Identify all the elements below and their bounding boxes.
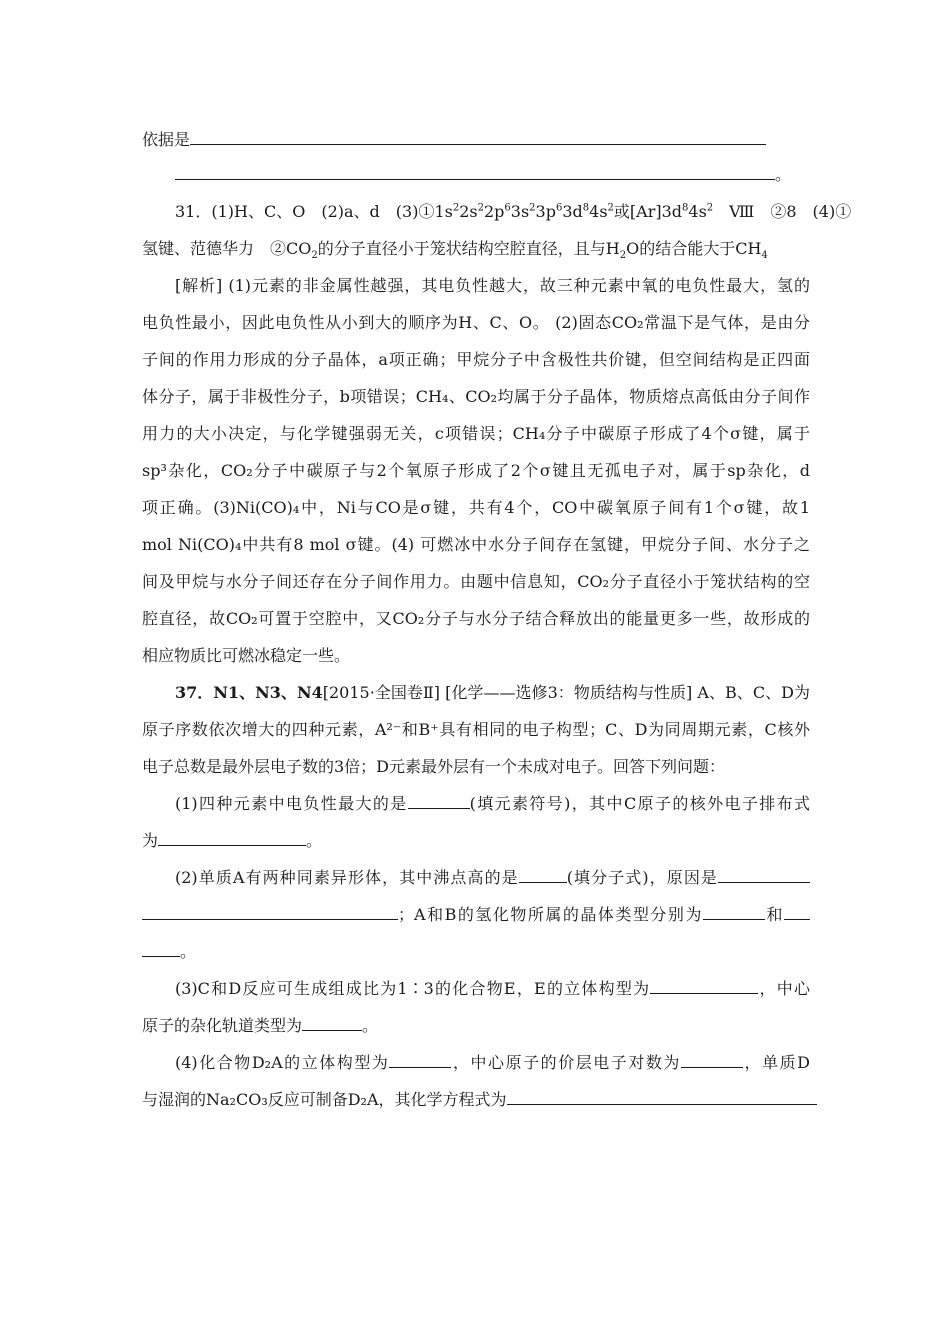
q37-stem-line: 电子总数是最外层电子数的3倍；D元素最外层有一个未成对电子。回答下列问题： xyxy=(142,757,726,776)
sup: 8 xyxy=(682,202,689,214)
analysis-line: mol Ni(CO)₄中共有8 mol σ键。(4) 可燃冰中水分子间存在氢键，甲烷分子间、水分子之 xyxy=(142,535,810,554)
text: ，中心原子的价层电子对数为 xyxy=(451,1053,681,1072)
analysis-line: 用力的大小决定，与化学键强弱无关，c项错误；CH₄分子中碳原子形成了4个σ键，属于 xyxy=(142,424,810,443)
answer-blank[interactable] xyxy=(718,868,810,883)
sup: 6 xyxy=(555,202,563,214)
text: (填元素符号)，其中C原子的核外电子排布式 xyxy=(469,794,811,813)
basis-label: 依据是 xyxy=(142,130,191,149)
sup: 2 xyxy=(452,202,460,214)
text: 3s xyxy=(510,202,530,221)
text: (填分子式)，原因是 xyxy=(566,868,718,887)
question-code: 37．N1、N3、N4 xyxy=(175,683,323,702)
q31-answer-line2 xyxy=(142,239,810,262)
q37-part2-cont xyxy=(142,905,810,925)
text: ；A和B的氢化物所属的晶体类型分别为 xyxy=(398,905,703,924)
basis-line xyxy=(142,130,810,150)
text: (2)单质A有两种同素异形体，其中沸点高的是 xyxy=(175,868,519,887)
answer-blank[interactable] xyxy=(408,794,470,809)
answer-blank[interactable] xyxy=(389,1053,451,1068)
q37-part4-cont xyxy=(142,1090,810,1110)
text: 31．(1)H、C、O (2)a、d (3)①1s xyxy=(175,202,453,221)
analysis-line: 体分子，属于非极性分子，b项错误；CH₄、CO₂均属于分子晶体，物质熔点高低由分子间作 xyxy=(142,387,810,406)
analysis-line: 子间的作用力形成的分子晶体，a项正确；甲烷分子中含极性共价键，但空间结构是正四面 xyxy=(142,350,810,369)
answer-blank[interactable] xyxy=(681,1053,743,1068)
text: (1)四种元素中电负性最大的是 xyxy=(175,794,408,813)
analysis-line: 腔直径，故CO₂可置于空腔中，又CO₂分子与水分子结合释放出的能量更多一些，故形成的 xyxy=(142,609,810,628)
basis-line-2 xyxy=(175,165,810,185)
text: 原子的杂化轨道类型为 xyxy=(142,1016,303,1035)
text: 3d xyxy=(562,202,583,221)
sup: 6 xyxy=(504,202,511,214)
text: (4)化合物D₂A的立体构型为 xyxy=(175,1053,390,1072)
sub: 2 xyxy=(311,250,318,262)
analysis-line: 项正确。(3)Ni(CO)₄中，Ni与CO是σ键，共有4个，CO中碳氧原子间有1个σ键，故1 xyxy=(142,498,810,517)
answer-blank[interactable] xyxy=(507,1090,817,1105)
answer-blank[interactable] xyxy=(302,1016,362,1031)
analysis-line: 相应物质比可燃冰稳定一些。 xyxy=(142,646,351,665)
text: O的结合能大于CH xyxy=(626,239,762,258)
answer-blank[interactable] xyxy=(190,130,766,145)
q37-heading xyxy=(175,683,810,703)
q31-answer-line1 xyxy=(175,202,852,222)
analysis-line: 电负性最小，因此电负性从小到大的顺序为H、C、O。 (2)固态CO₂常温下是气体，是由分 xyxy=(142,313,810,332)
text: ，单质D xyxy=(742,1053,810,1072)
sub: 4 xyxy=(761,250,768,262)
q37-part2-end xyxy=(142,942,810,962)
sup: 2 xyxy=(706,202,714,214)
answer-blank[interactable] xyxy=(650,979,758,994)
answer-blank[interactable] xyxy=(142,905,398,920)
text: 4s xyxy=(688,202,707,221)
text: 为 xyxy=(142,831,159,850)
text: 氢键、范德华力 ②CO xyxy=(142,239,312,258)
sup: 8 xyxy=(582,202,590,214)
text: 。 xyxy=(362,1016,379,1035)
text: 与湿润的Na₂CO₃反应可制备D₂A，其化学方程式为 xyxy=(142,1090,507,1109)
sup: 2 xyxy=(529,202,536,214)
answer-blank[interactable] xyxy=(519,868,567,883)
text: (3)C和D反应可生成组成比为1∶3的化合物E，E的立体构型为 xyxy=(175,979,651,998)
text: 和 xyxy=(764,905,784,924)
text: 的分子直径小于笼状结构空腔直径，且与H xyxy=(317,239,620,258)
answer-blank[interactable] xyxy=(175,165,775,180)
text: 4s xyxy=(589,202,608,221)
answer-blank[interactable] xyxy=(784,905,810,920)
text: 。 xyxy=(180,942,197,961)
q37-part2 xyxy=(175,868,810,888)
sub: 2 xyxy=(619,250,627,262)
q37-part1 xyxy=(175,794,810,814)
q37-part3 xyxy=(175,979,810,999)
text: 2p xyxy=(483,202,505,221)
q37-part4 xyxy=(175,1053,810,1073)
sup: 2 xyxy=(607,202,614,214)
answer-blank[interactable] xyxy=(142,942,180,957)
text: 2s xyxy=(459,202,478,221)
analysis-line: sp³杂化，CO₂分子中碳原子与2个氧原子形成了2个σ键且无孤电子对，属于sp杂化，d xyxy=(142,461,810,480)
period: 。 xyxy=(775,165,792,184)
q37-part1-cont xyxy=(142,831,810,851)
text: 3p xyxy=(535,202,556,221)
text: Ⅷ ②8 (4)① xyxy=(713,202,852,221)
text: 或[Ar]3d xyxy=(613,202,683,221)
q37-stem-line: 原子序数依次增大的四种元素，A²⁻和B⁺具有相同的电子构型；C、D为同周期元素，C核外 xyxy=(142,720,810,739)
q37-part3-cont xyxy=(142,1016,810,1036)
answer-blank[interactable] xyxy=(703,905,765,920)
question-source: [2015·全国卷Ⅱ] [化学——选修3：物质结构与性质] A、B、C、D为 xyxy=(322,683,810,702)
answer-blank[interactable] xyxy=(158,831,306,846)
text: ，中心 xyxy=(758,979,810,998)
text: 。 xyxy=(306,831,323,850)
sup: 2 xyxy=(477,202,484,214)
analysis-line: [解析] (1)元素的非金属性越强，其电负性越大，故三种元素中氧的电负性最大，氢的 xyxy=(175,276,810,295)
analysis-line: 间及甲烷与水分子间还存在分子间作用力。由题中信息知，CO₂分子直径小于笼状结构的空 xyxy=(142,572,810,591)
